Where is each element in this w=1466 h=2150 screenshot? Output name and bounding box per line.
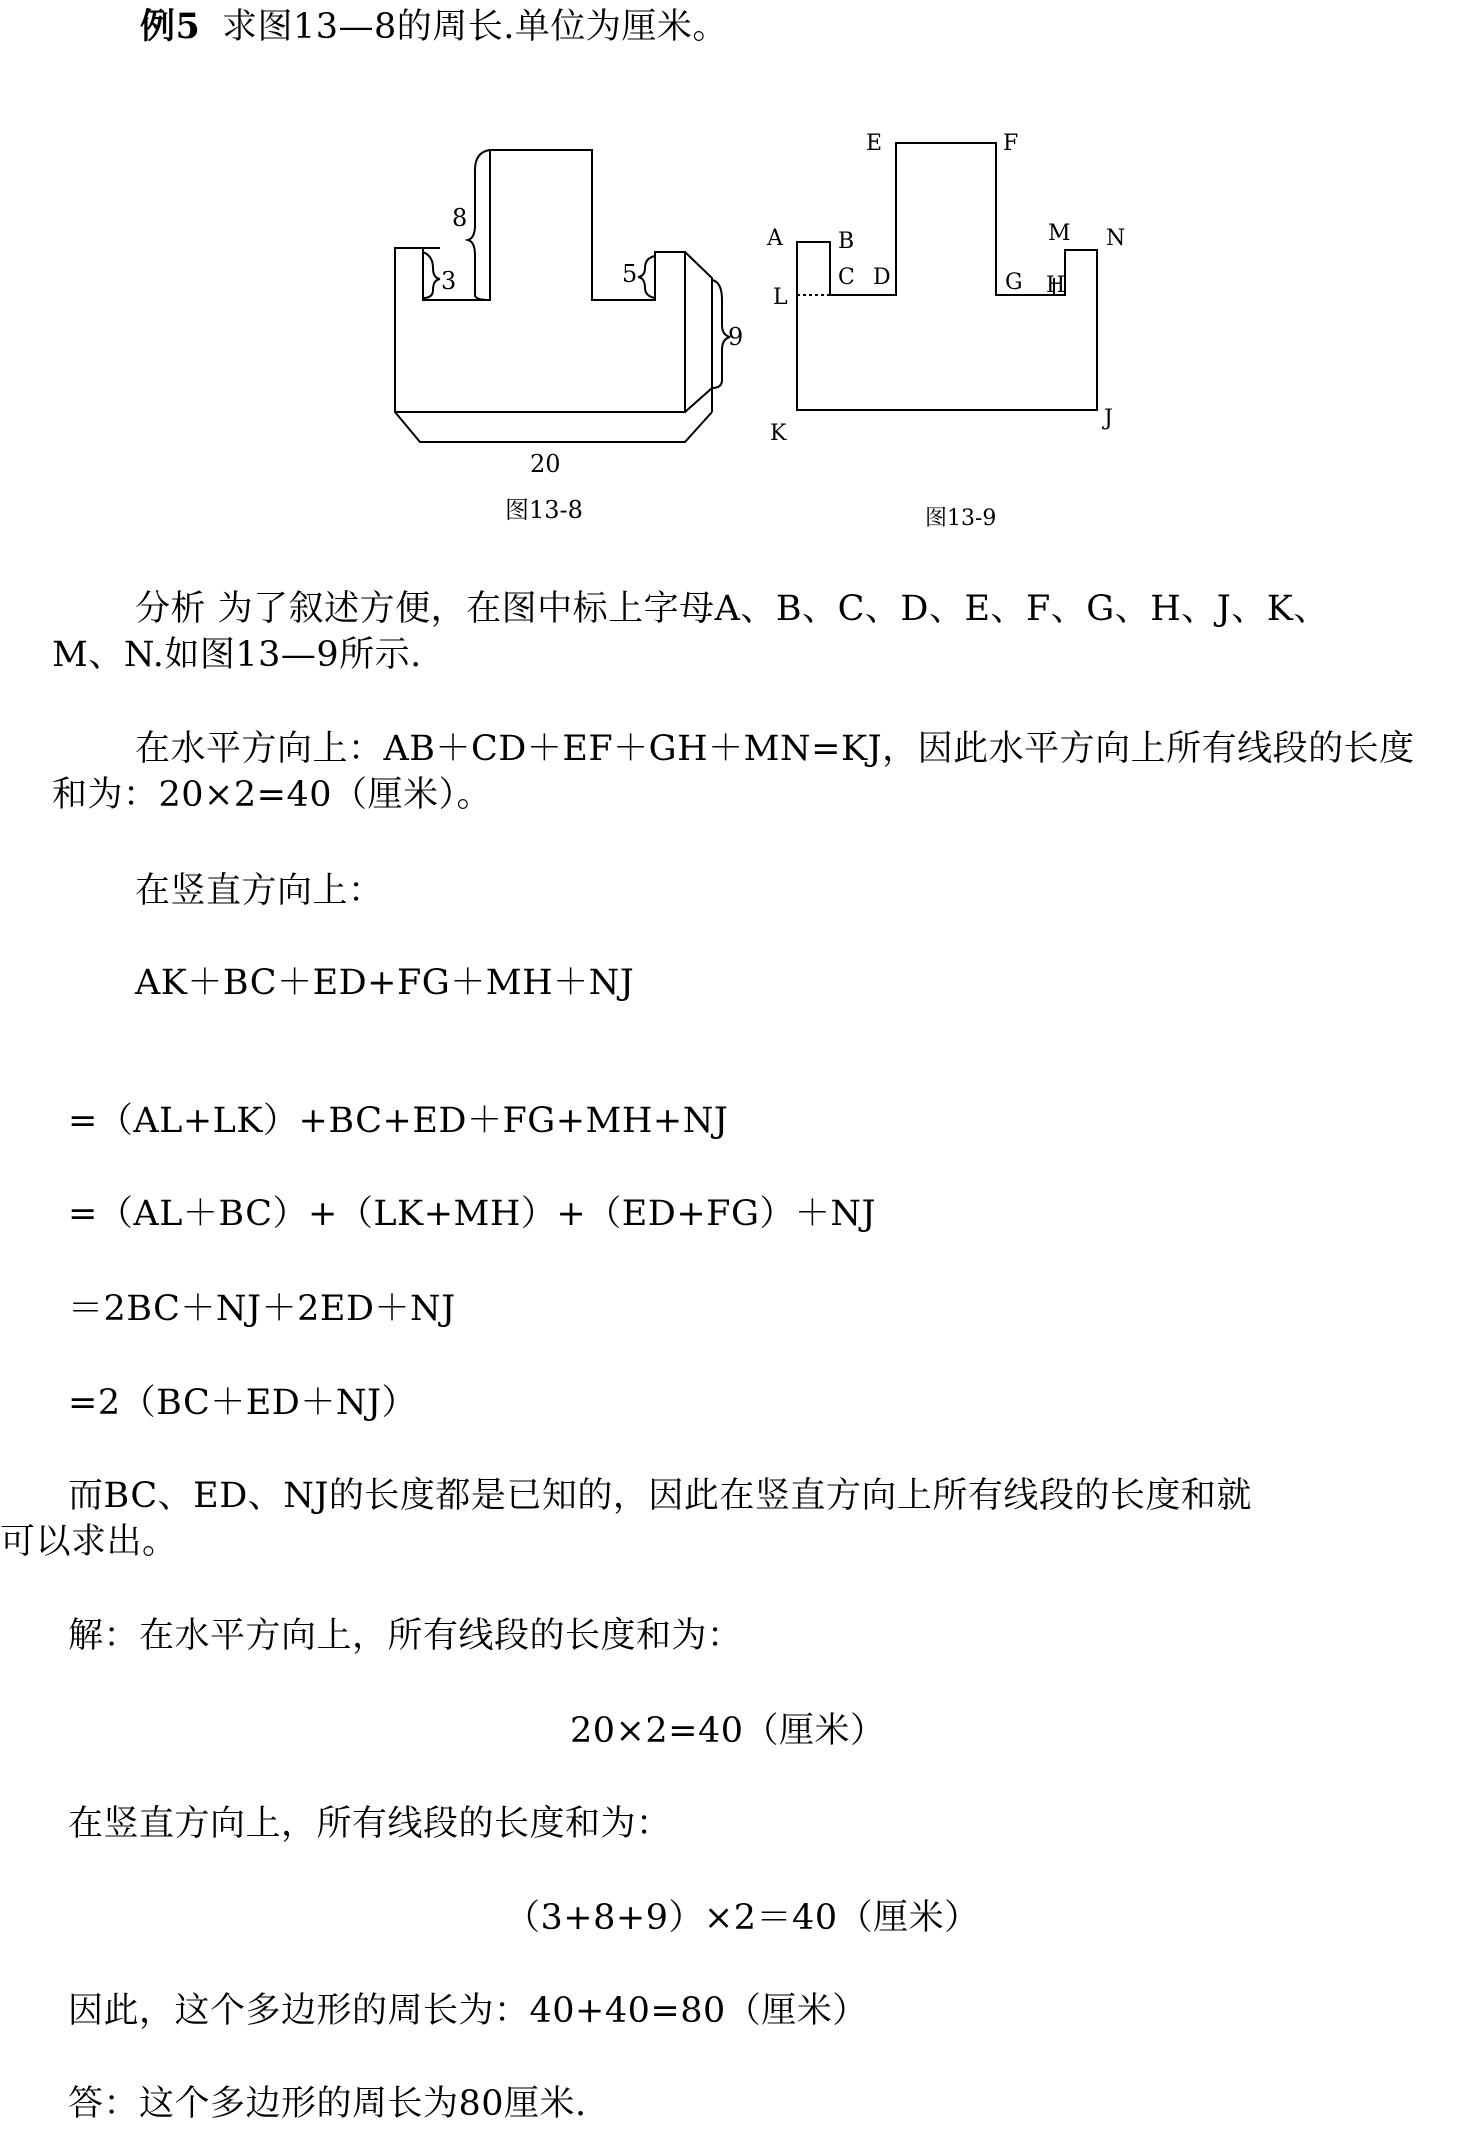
solution-intro: 解：在水平方向上，所有线段的长度和为：	[68, 1616, 743, 1656]
example-label: 例5	[140, 6, 201, 47]
point-F: F	[1003, 131, 1019, 156]
answer-line: 答：这个多边形的周长为80厘米.	[68, 2084, 587, 2124]
point-N: N	[1106, 226, 1126, 251]
equation-1: AK＋BC＋ED+FG＋MH＋NJ	[135, 963, 635, 1003]
equation-5: =2（BC＋ED＋NJ）	[68, 1383, 418, 1423]
caption-13-9: 图13-9	[925, 506, 997, 531]
point-G: G	[1005, 270, 1023, 295]
equation-3: =（AL＋BC）+（LK+MH）+（ED+FG）＋NJ	[68, 1194, 877, 1234]
perimeter-line: 因此，这个多边形的周长为：40+40=80（厘米）	[68, 1991, 868, 2031]
analysis-line-2: M、N.如图13—9所示.	[52, 635, 422, 675]
label-8: 8	[452, 204, 468, 232]
point-L: L	[773, 285, 788, 310]
label-5: 5	[622, 260, 638, 288]
equation-4: ＝2BC＋NJ＋2ED＋NJ	[68, 1289, 456, 1329]
known-line-1: 而BC、ED、NJ的长度都是已知的，因此在竖直方向上所有线段的长度和就	[68, 1476, 1252, 1516]
solution-vertical-intro: 在竖直方向上，所有线段的长度和为：	[68, 1804, 672, 1844]
point-B: B	[838, 229, 855, 254]
solution-horizontal: 20×2=40（厘米）	[570, 1711, 886, 1751]
equation-2: =（AL+LK）+BC+ED＋FG+MH+NJ	[68, 1101, 729, 1141]
label-3: 3	[441, 267, 457, 295]
point-H: H	[1046, 273, 1066, 298]
point-C: C	[838, 265, 855, 290]
question-text: 求图13—8的周长.单位为厘米。	[222, 7, 728, 47]
point-D: D	[873, 265, 891, 290]
caption-13-8: 图13-8	[505, 496, 583, 524]
point-E: E	[866, 131, 883, 156]
figure-13-9	[0, 0, 1466, 560]
horizontal-line-2: 和为：20×2=40（厘米）。	[52, 775, 492, 815]
point-J: J	[1104, 406, 1113, 431]
solution-vertical: （3+8+9）×2＝40（厘米）	[505, 1898, 980, 1938]
point-M: M	[1048, 221, 1071, 246]
vertical-intro: 在竖直方向上：	[135, 871, 384, 911]
point-A: A	[767, 226, 783, 251]
horizontal-line-1: 在水平方向上：AB＋CD＋EF＋GH＋MN=KJ，因此水平方向上所有线段的长度	[135, 729, 1415, 769]
analysis-line-1: 分析 为了叙述方便，在图中标上字母A、B、C、D、E、F、G、H、J、K、	[135, 589, 1329, 629]
label-20: 20	[530, 450, 561, 478]
known-line-2: 可以求出。	[0, 1522, 178, 1562]
point-K: K	[770, 421, 787, 446]
label-9: 9	[728, 323, 744, 351]
